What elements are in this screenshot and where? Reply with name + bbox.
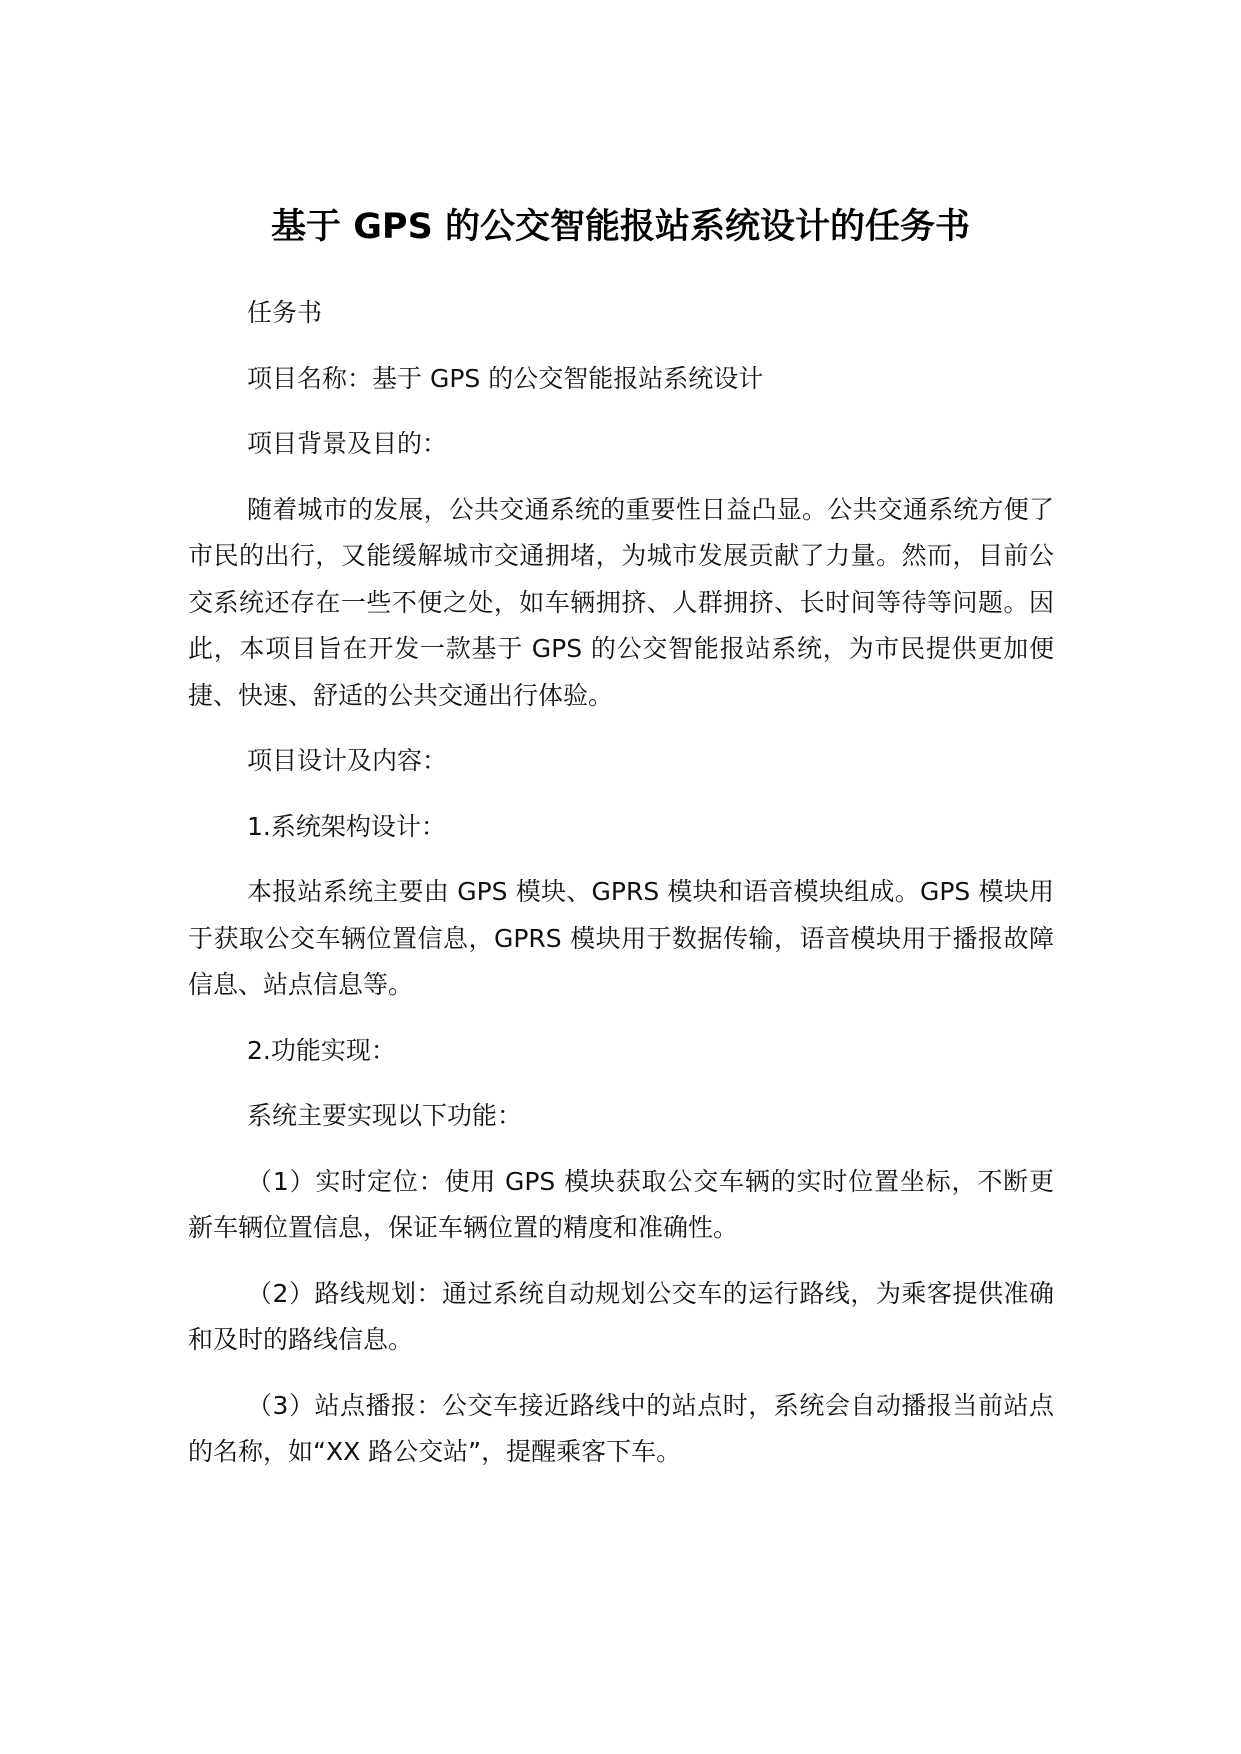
paragraph-function-2: （2）路线规划：通过系统自动规划公交车的运行路线，为乘客提供准确和及时的路线信息。 (188, 1278, 1054, 1354)
paragraph-architecture-heading: 1.系统架构设计： (247, 811, 446, 841)
document-title: 基于 GPS 的公交智能报站系统设计的任务书 (271, 207, 970, 248)
paragraph-function-heading: 2.功能实现： (247, 1035, 396, 1065)
paragraph-function-intro: 系统主要实现以下功能： (247, 1101, 523, 1130)
paragraph-function-3: （3）站点播报：公交车接近路线中的站点时，系统会自动播报当前站点的名称，如“XX 路公交站”，提醒乘客下车。 (188, 1390, 1054, 1466)
paragraph-function-1: （1）实时定位：使用 GPS 模块获取公交车辆的实时位置坐标，不断更新车辆位置信息，保证车辆位置的精度和准确性。 (188, 1166, 1054, 1242)
paragraph-heading: 任务书 (247, 298, 323, 327)
paragraph-background: 随着城市的发展，公共交通系统的重要性日益凸显。公共交通系统方便了市民的出行，又能缓解城市交通拥堵，为城市发展贡献了力量。然而，目前公交系统还存在一些不便之处，如车辆拥挤、人群拥挤、长时间等待等问题。因此，本项目旨在开发一款基于 GPS 的公交智能报站系统，为市民提供更加便捷、快速、舒适的公共交通出行体验。 (188, 494, 1054, 710)
paragraph-project-name: 项目名称：基于 GPS 的公交智能报站系统设计 (247, 363, 764, 393)
document-body (188, 290, 1054, 1476)
paragraph-architecture: 本报站系统主要由 GPS 模块、GPRS 模块和语音模块组成。GPS 模块用于获取公交车辆位置信息，GPRS 模块用于数据传输，语音模块用于播报故障信息、站点信息等。 (188, 877, 1054, 999)
paragraph-background-heading: 项目背景及目的： (247, 429, 448, 458)
paragraph-design-heading: 项目设计及内容： (247, 746, 448, 775)
